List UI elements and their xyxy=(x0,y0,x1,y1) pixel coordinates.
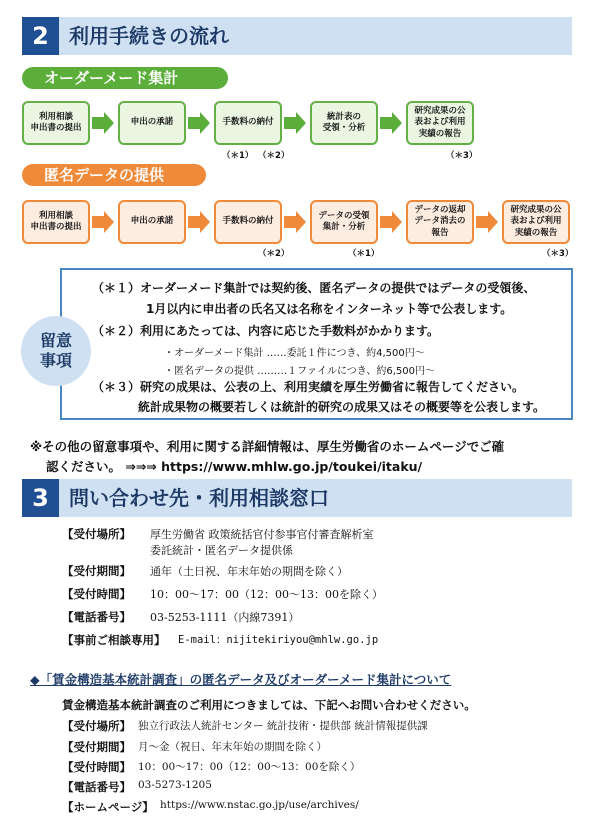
wage-phone: 03-5273-1205 xyxy=(138,779,212,791)
ordermade-note-1: （＊1） xyxy=(222,151,254,161)
contact-reception-line-1: 厚生労働省 政策統括官付参事官付審査解析室 xyxy=(150,528,374,541)
wage-period: 月～金（祝日、年末年始の期間を除く） xyxy=(138,741,327,753)
other-info-line-1: ※その他の留意事項や、利用に関する詳細情報は、厚生労働省のホームページでご確 xyxy=(30,439,505,454)
ordermade-label: オーダーメード集計 xyxy=(22,67,228,89)
wage-phone-label: 【電話番号】 xyxy=(62,780,131,794)
section3-header xyxy=(22,479,572,517)
arrow-icon xyxy=(284,211,306,233)
anon-step-6: 研究成果の公 表および利用 実績の報告 xyxy=(502,200,570,244)
wage-web-label: 【ホームページ】 xyxy=(62,800,154,814)
notice-1-line-2: 1月以内に申出者の氏名又は名称をインターネット等で公表します。 xyxy=(146,302,513,316)
wage-hours-label: 【受付時間】 xyxy=(62,760,131,774)
contact-consult-label: 【事前ご相談専用】 xyxy=(62,633,166,647)
contact-reception-line-2: 委託統計・匿名データ提供係 xyxy=(150,544,293,557)
ordermade-note-2: （＊2） xyxy=(258,151,290,161)
anon-note-fee: （＊2） xyxy=(258,249,290,259)
anon-note-report: （＊3） xyxy=(542,249,574,259)
contact-phone: 03-5253-1111（内線7391） xyxy=(150,611,300,624)
arrow-icon xyxy=(380,112,402,134)
ordermade-step-2: 申出の承諾 xyxy=(118,101,186,145)
arrow-icon xyxy=(92,112,114,134)
wage-reception: 独立行政法人統計センター 統計技術・提供部 統計情報提供課 xyxy=(138,720,428,732)
contact-email[interactable]: E-mail：nijitekiriyou@mhlw.go.jp xyxy=(178,634,379,646)
anon-step-3: 手数料の納付 xyxy=(214,200,282,244)
arrow-icon xyxy=(188,211,210,233)
ordermade-step-1: 利用相談 申出書の提出 xyxy=(22,101,90,145)
notice-3-line-1: （＊３）研究の成果は、公表の上、利用実績を厚生労働省に報告してください。 xyxy=(92,380,525,394)
wage-heading: ◆「賃金構造基本統計調査」の匿名データ及びオーダーメード集計について xyxy=(30,672,452,687)
contact-hours: 10：00～17：00（12：00～13：00を除く） xyxy=(150,588,383,601)
wage-reception-label: 【受付場所】 xyxy=(62,719,131,733)
contact-hours-label: 【受付時間】 xyxy=(62,587,131,601)
anon-step-1: 利用相談 申出書の提出 xyxy=(22,200,90,244)
anon-note-recv: （＊1） xyxy=(348,249,380,259)
wage-period-label: 【受付期間】 xyxy=(62,740,131,754)
anon-step-2: 申出の承諾 xyxy=(118,200,186,244)
notice-2-sub-1: ・オーダーメード集計 ……委託１件につき、約4,500円～ xyxy=(164,348,425,359)
contact-period: 通年（土日祝、年末年始の期間を除く） xyxy=(150,565,348,578)
wage-hours: 10：00～17：00（12：00～13：00を除く） xyxy=(138,761,361,773)
notice-2-sub-2: ・匿名データの提供 ………１ファイルにつき、約6,500円～ xyxy=(164,366,436,377)
ordermade-note-3: （＊3） xyxy=(446,151,478,161)
anon-label: 匿名データの提供 xyxy=(22,164,206,186)
contact-phone-label: 【電話番号】 xyxy=(62,610,131,624)
notice-badge: 留意 事項 xyxy=(21,316,91,386)
notice-1-line-1: （＊１）オーダーメード集計では契約後、匿名データの提供ではデータの受領後、 xyxy=(92,281,536,295)
arrow-icon xyxy=(188,112,210,134)
wage-web-link[interactable]: https://www.nstac.go.jp/use/archives/ xyxy=(160,799,359,811)
ordermade-step-3: 手数料の納付 xyxy=(214,101,282,145)
arrow-icon xyxy=(476,211,498,233)
contact-period-label: 【受付期間】 xyxy=(62,564,131,578)
section-title: 利用手続きの流れ xyxy=(69,24,229,48)
other-info-line-2: 認ください。 ⇒⇒⇒ https://www.mhlw.go.jp/toukei/itaku/ xyxy=(46,459,423,474)
notice-2: （＊２）利用にあたっては、内容に応じた手数料がかかります。 xyxy=(92,324,440,338)
anon-step-5: データの返却 データ消去の 報告 xyxy=(406,200,474,244)
contact-reception-label: 【受付場所】 xyxy=(62,527,131,541)
arrow-icon xyxy=(380,211,402,233)
section-number: 2 xyxy=(22,17,59,55)
wage-intro: 賃金構造基本統計調査のご利用につきましては、下記へお問い合わせください。 xyxy=(62,698,476,712)
anon-step-4: データの受領 集計・分析 xyxy=(310,200,378,244)
ordermade-step-4: 統計表の 受領・分析 xyxy=(310,101,378,145)
section-number: 3 xyxy=(22,479,59,517)
section-title: 問い合わせ先・利用相談窓口 xyxy=(69,486,329,510)
ordermade-step-5: 研究成果の公 表および利用 実績の報告 xyxy=(406,101,474,145)
arrow-icon xyxy=(284,112,306,134)
notice-3-line-2: 統計成果物の概要若しくは統計的研究の成果又はその概要等を公表します。 xyxy=(138,400,546,414)
arrow-icon xyxy=(92,211,114,233)
